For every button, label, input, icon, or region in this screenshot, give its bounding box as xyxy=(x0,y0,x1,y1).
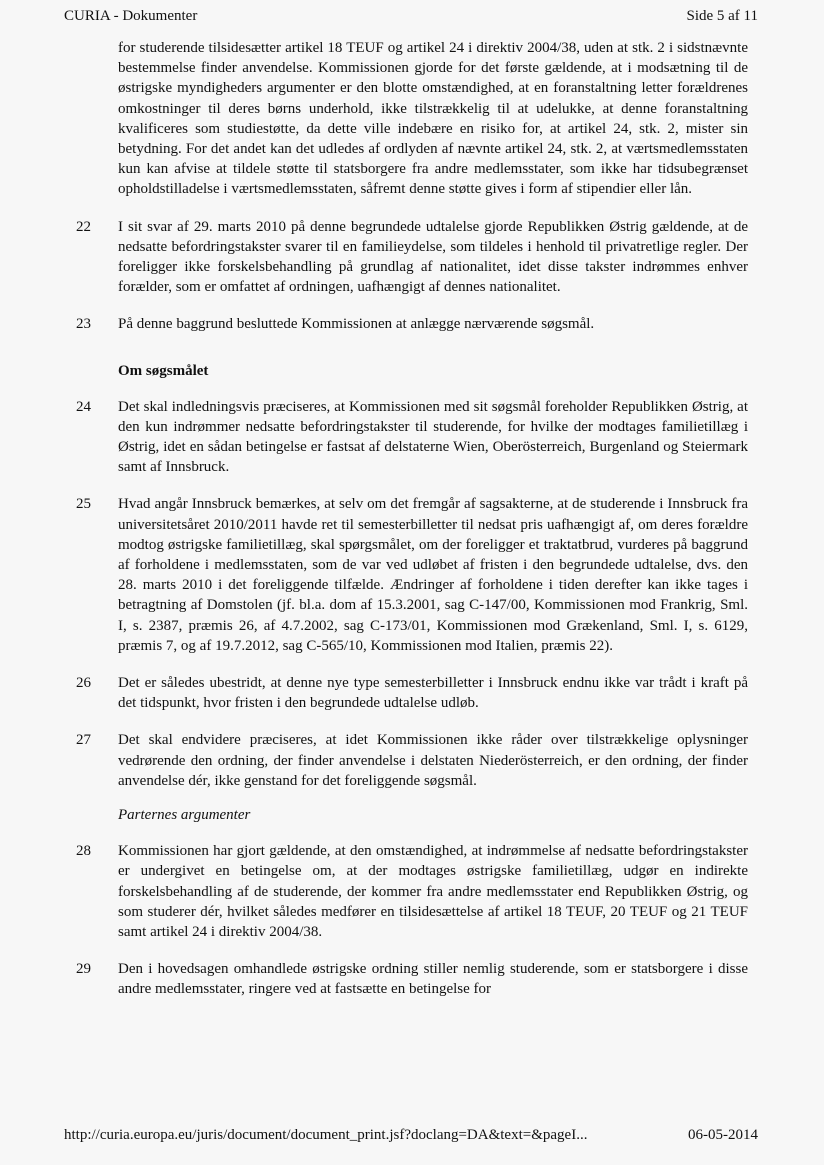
paragraph-text: Den i hovedsagen omhandlede østrigske ordning stiller nemlig studerende, som er statsborgere i disse andre medlemsstater, ringere ved at fastsætte en betingelse for xyxy=(118,961,748,998)
paragraph-number: 29 xyxy=(76,961,91,978)
paragraph-22 xyxy=(76,217,748,298)
paragraph-number: 26 xyxy=(76,675,91,692)
paragraph-number: 22 xyxy=(76,218,91,235)
paragraph-text: På denne baggrund besluttede Kommissionen at anlægge nærværende søgsmål. xyxy=(118,316,595,333)
paragraph-number: 27 xyxy=(76,732,91,749)
paragraph-29 xyxy=(76,959,748,999)
paragraph-24 xyxy=(76,397,748,478)
paragraph-number: 24 xyxy=(76,398,91,415)
paragraph-28 xyxy=(76,841,748,942)
subsection-heading: Parternes argumenter xyxy=(118,807,251,824)
footer-url: http://curia.europa.eu/juris/document/document_print.jsf?doclang=DA&text=&pageI... xyxy=(64,1127,588,1143)
paragraph-25 xyxy=(76,494,748,656)
paragraph-number: 23 xyxy=(76,316,91,333)
paragraph-number: 28 xyxy=(76,843,91,860)
paragraph-26 xyxy=(76,673,748,713)
footer-date: 06-05-2014 xyxy=(688,1127,758,1143)
paragraph-number: 25 xyxy=(76,496,91,513)
paragraph-text: Det er således ubestridt, at denne nye type semesterbilletter i Innsbruck endnu ikke var trådt i kraft på det tidspunkt, hvor fristen i den begrundede udtalelse udløb. xyxy=(118,675,748,712)
section-heading: Om søgsmålet xyxy=(118,362,209,379)
header-site-title: CURIA - Dokumenter xyxy=(64,8,198,24)
paragraph-text: I sit svar af 29. marts 2010 på denne begrundede udtalelse gjorde Republikken Østrig gældende, at de nedsatte befordringstakster svarer til en familieydelse, som tildeles i henhold til privatretlige regler. Der foreligger ikke forskelsbehandling på grundlag af nationalitet, idet disse takster indrømmes enhver forælder, som er omfattet af ordningen, uafhængigt af dennes nationalitet. xyxy=(118,218,748,296)
document-body xyxy=(76,38,748,1000)
paragraph-continued: for studerende tilsidesætter artikel 18 TEUF og artikel 24 i direktiv 2004/38, uden at stk. 2 i sidstnævnte bestemmelse finder anvendelse. Kommissionen gjorde for det første gældende, at i modsætning til de østrigske myndigheders argumenter er den blotte omstændighed, at en foranstaltning letter forældrenes omkostninger til deres børns underhold, ikke tilstrækkelig til at udelukke, at denne foranstaltning kvalificeres som studiestøtte, da dette ville indebære en risiko for, at artikel 24, stk. 2, mister sin betydning. For det andet kan det udledes af ordlyden af nævnte artikel 24, stk. 2, at værtsmedlemsstaten kun kan afvise at tildele støtte til statsborgere fra andre medlemsstater, som ikke har tidsubegrænset opholdstilladelse i værtsmedlemsstaten, såfremt denne støtte gives i form af stipendier eller lån. xyxy=(118,40,748,198)
paragraph-text: Det skal indledningsvis præciseres, at Kommissionen med sit søgsmål foreholder Republikken Østrig, at den kun indrømmer nedsatte befordringstakster til studerende, for hvilke der modtages familietillæg i Østrig, idet en sådan betingelse er fastsat af delstaterne Wien, Oberösterreich, Burgenland og Steiermark samt af Innsbruck. xyxy=(118,398,748,476)
paragraph-23 xyxy=(76,314,748,334)
paragraph-27 xyxy=(76,730,748,791)
paragraph-text: Det skal endvidere præciseres, at idet Kommissionen ikke råder over tilstrækkelige oplysninger vedrørende den ordning, der finder anvendelse i delstaten Niederösterreich, er den ordning, der finder anvendelse dér, ikke genstand for det foreliggende søgsmål. xyxy=(118,732,748,789)
paragraph-text: Kommissionen har gjort gældende, at den omstændighed, at indrømmelse af nedsatte befordringstakster er undergivet en betingelse om, at der modtages østrigske familietillæg, udgør en indirekte forskelsbehandling af de studerende, der kommer fra andre medlemsstater end Republikken Østrig, og som studerer dér, hvilket således medfører en tilsidesættelse af artikel 18 TEUF, 20 TEUF og 21 TEUF samt artikel 24 i direktiv 2004/38. xyxy=(118,843,748,940)
paragraph-text: Hvad angår Innsbruck bemærkes, at selv om det fremgår af sagsakterne, at de studerende i Innsbruck fra universitetsåret 2010/2011 havde ret til semesterbilletter til nedsat pris uafhængigt af, om deres forældre modtog østrigske familietillæg, skal spørgsmålet, om der foreligger et traktatbrud, vurderes på baggrund af forholdene i medlemsstaten, som de var ved udløbet af fristen i den begrundede udtalelse, dvs. den 28. marts 2010 i det foreliggende tilfælde. Ændringer af forholdene i tiden derefter kan ikke tages i betragtning af Domstolen (jf. bl.a. dom af 15.3.2001, sag C-147/00, Kommissionen mod Frankrig, Sml. I, s. 2387, præmis 26, af 4.7.2002, sag C-173/01, Kommissionen mod Grækenland, Sml. I, s. 6129, præmis 7, og af 19.7.2012, sag C-565/10, Kommissionen mod Italien, præmis 22). xyxy=(118,496,748,654)
header-page-number: Side 5 af 11 xyxy=(686,8,758,24)
